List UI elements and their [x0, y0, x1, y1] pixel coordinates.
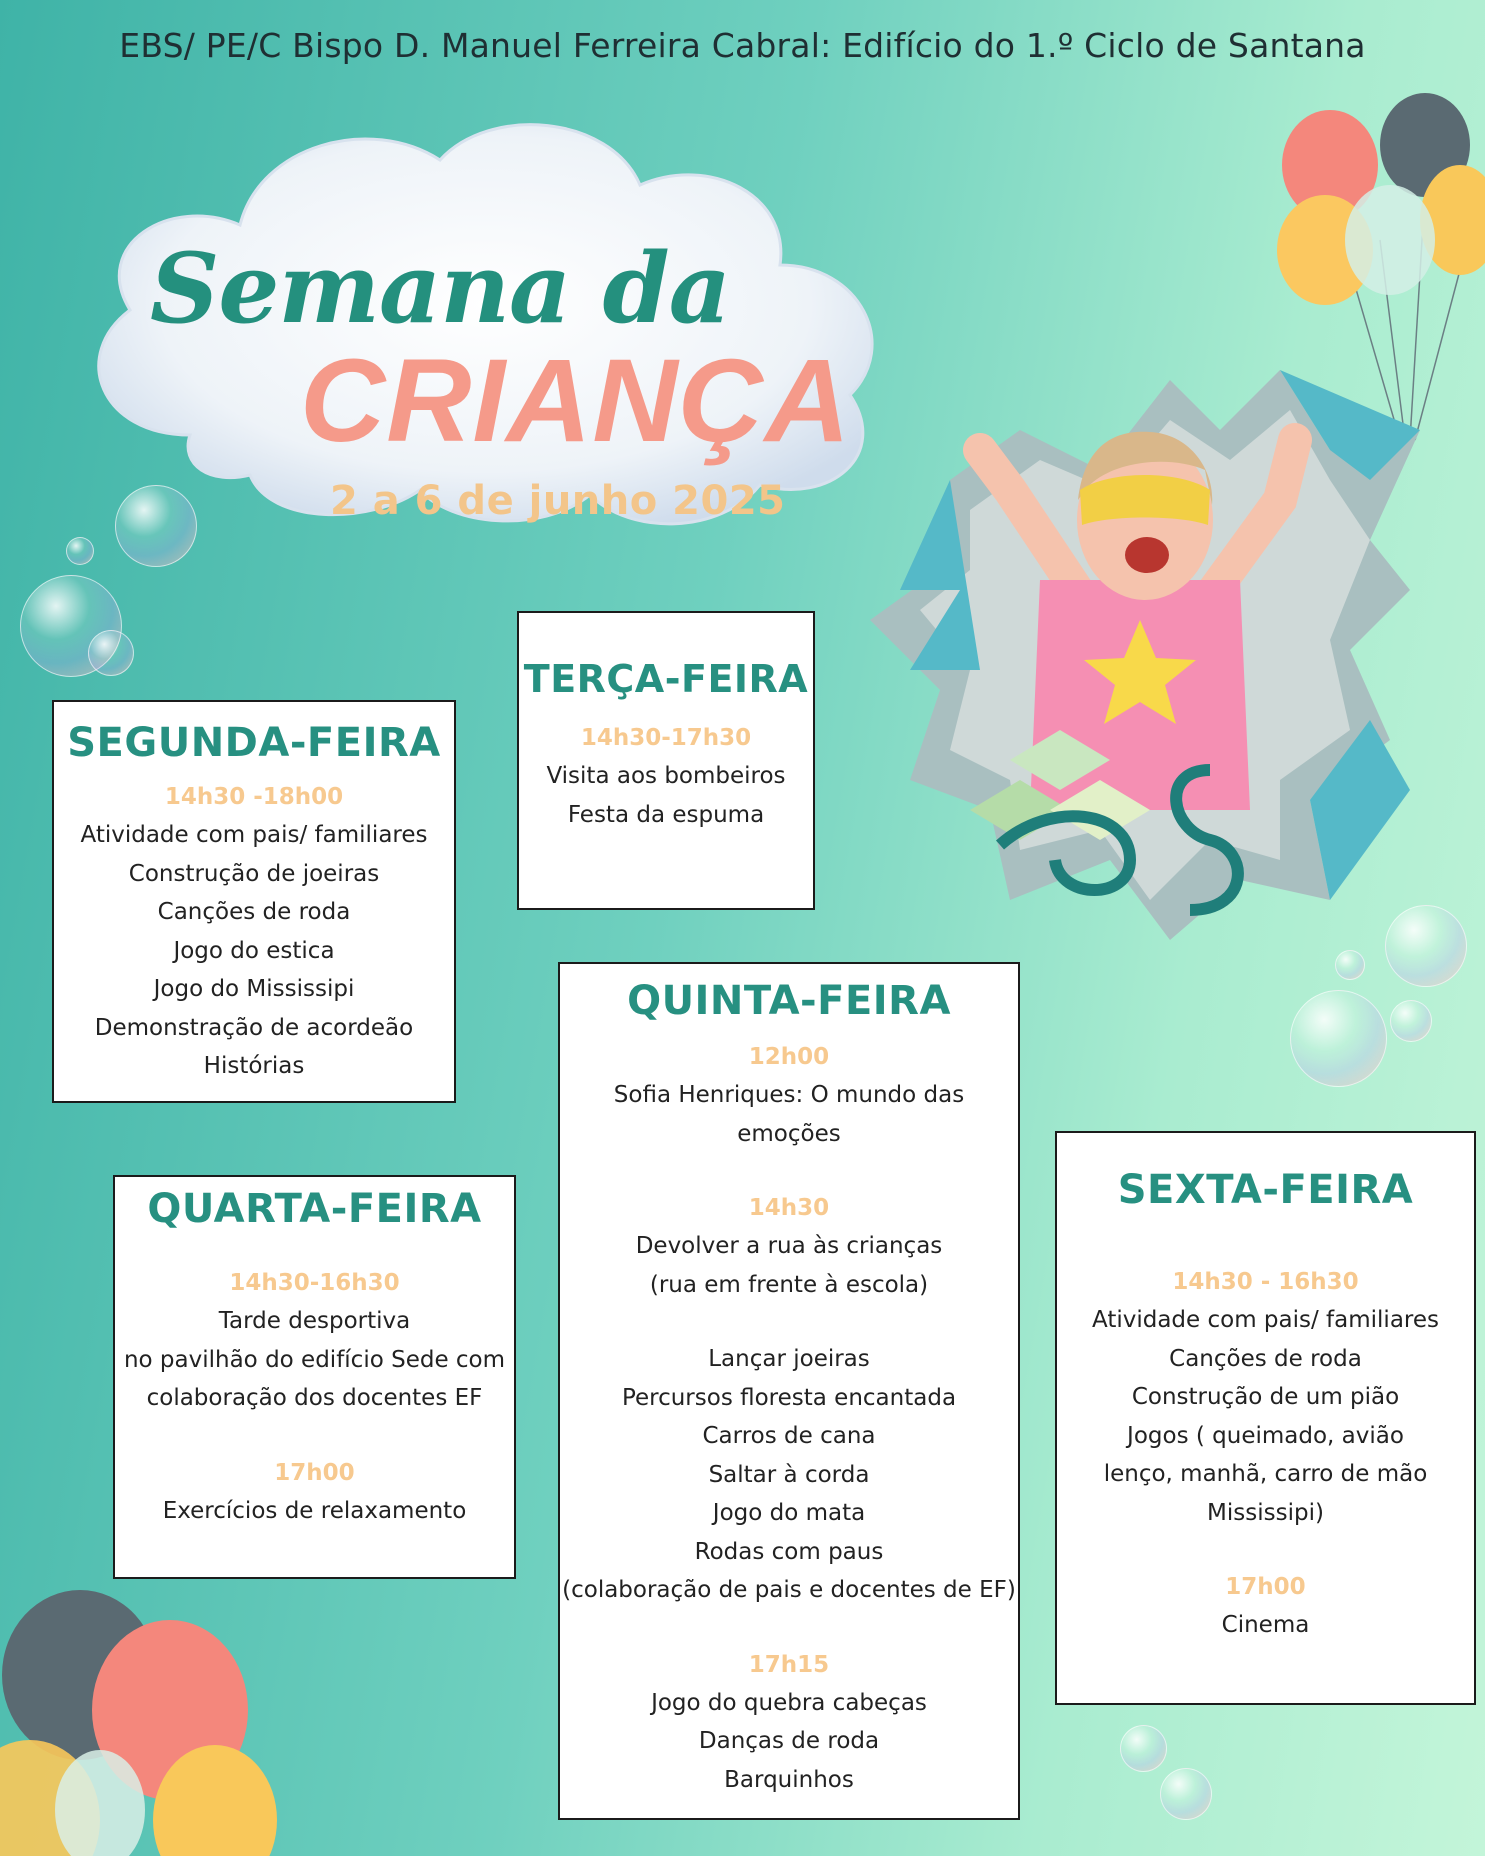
friday-item: Canções de roda [1169, 1345, 1362, 1372]
bubble-icon [1290, 990, 1387, 1087]
wednesday-item: no pavilhão do edifício Sede com [123, 1346, 506, 1373]
thursday-card [558, 962, 1020, 1820]
wednesday-title: QUARTA-FEIRA [147, 1186, 482, 1232]
monday-item: Jogo do Mississipi [153, 976, 355, 1002]
thursday-item: Devolver a rua às crianças [635, 1233, 943, 1259]
thursday-item: Danças de roda [698, 1728, 880, 1754]
thursday-item: Jogo do quebra cabeças [651, 1689, 927, 1716]
wednesday-item: Tarde desportiva [218, 1308, 411, 1334]
friday-item: Jogos ( queimado, avião [1127, 1422, 1404, 1449]
thursday-item: (rua em frente à escola) [649, 1271, 929, 1298]
title-crianca: CRIANÇA [300, 335, 852, 467]
bubble-icon [1120, 1725, 1167, 1772]
monday-item: Demonstração de acordeão [94, 1014, 414, 1041]
balloons-bottom-left-icon [0, 1580, 280, 1856]
bubble-icon [115, 485, 197, 567]
friday-card [1055, 1131, 1476, 1705]
thursday-item: Percursos floresta encantada [621, 1384, 957, 1411]
thursday-item: Lançar joeiras [708, 1346, 870, 1372]
bubble-icon [1390, 1000, 1432, 1042]
wednesday-item: Exercícios de relaxamento [162, 1497, 467, 1524]
bubble-icon [88, 630, 134, 676]
thursday-item: Rodas com paus [694, 1538, 884, 1565]
thursday-item: (colaboração de pais e docentes de EF) [562, 1577, 1016, 1603]
friday-item: Atividade com pais/ familiares [1092, 1307, 1439, 1333]
monday-time: 14h30 -18h00 [164, 784, 344, 810]
friday-item: lenço, manhã, carro de mão [1103, 1461, 1428, 1487]
wednesday-time: 17h00 [274, 1459, 355, 1486]
friday-item: Cinema [1221, 1612, 1310, 1638]
monday-item: Construção de joeiras [128, 860, 380, 887]
friday-item: Construção de um pião [1131, 1384, 1400, 1410]
friday-title: SEXTA-FEIRA [1117, 1167, 1414, 1213]
friday-time: 17h00 [1225, 1574, 1306, 1600]
thursday-item: emoções [737, 1120, 841, 1147]
thursday-item: Barquinhos [724, 1766, 854, 1793]
tuesday-item: Festa da espuma [567, 801, 765, 828]
title-semana-da: Semana da [150, 232, 730, 345]
thursday-item: Sofia Henriques: O mundo das [613, 1082, 965, 1108]
school-name: EBS/ PE/C Bispo D. Manuel Ferreira Cabral: Edifício do 1.º Ciclo de Santana [119, 26, 1366, 65]
tuesday-card [517, 611, 815, 910]
child-superhero-illustration [810, 340, 1430, 960]
thursday-time: 17h15 [748, 1651, 830, 1678]
thursday-item: Jogo do mata [712, 1500, 866, 1526]
monday-item: Histórias [203, 1053, 305, 1079]
tuesday-title: TERÇA-FEIRA [523, 657, 809, 701]
friday-item: Mississipi) [1207, 1499, 1324, 1526]
tuesday-time: 14h30-17h30 [580, 725, 752, 751]
friday-time: 14h30 - 16h30 [1172, 1269, 1359, 1295]
wednesday-card [113, 1175, 516, 1579]
bubble-icon [1160, 1768, 1212, 1820]
thursday-item: Saltar à corda [708, 1461, 870, 1488]
event-dates: 2 a 6 de junho 2025 [330, 478, 786, 524]
thursday-title: QUINTA-FEIRA [627, 978, 951, 1024]
monday-title: SEGUNDA-FEIRA [67, 720, 441, 766]
tuesday-item: Visita aos bombeiros [546, 763, 786, 789]
thursday-time: 12h00 [748, 1044, 830, 1070]
thursday-time: 14h30 [748, 1195, 830, 1221]
monday-item: Atividade com pais/ familiares [80, 822, 428, 848]
bubble-icon [66, 537, 94, 565]
monday-item: Canções de roda [157, 899, 351, 925]
thursday-item: Carros de cana [702, 1423, 876, 1449]
monday-card [52, 700, 456, 1103]
wednesday-time: 14h30-16h30 [229, 1270, 400, 1296]
monday-item: Jogo do estica [173, 937, 335, 964]
wednesday-item: colaboração dos docentes EF [146, 1385, 483, 1411]
